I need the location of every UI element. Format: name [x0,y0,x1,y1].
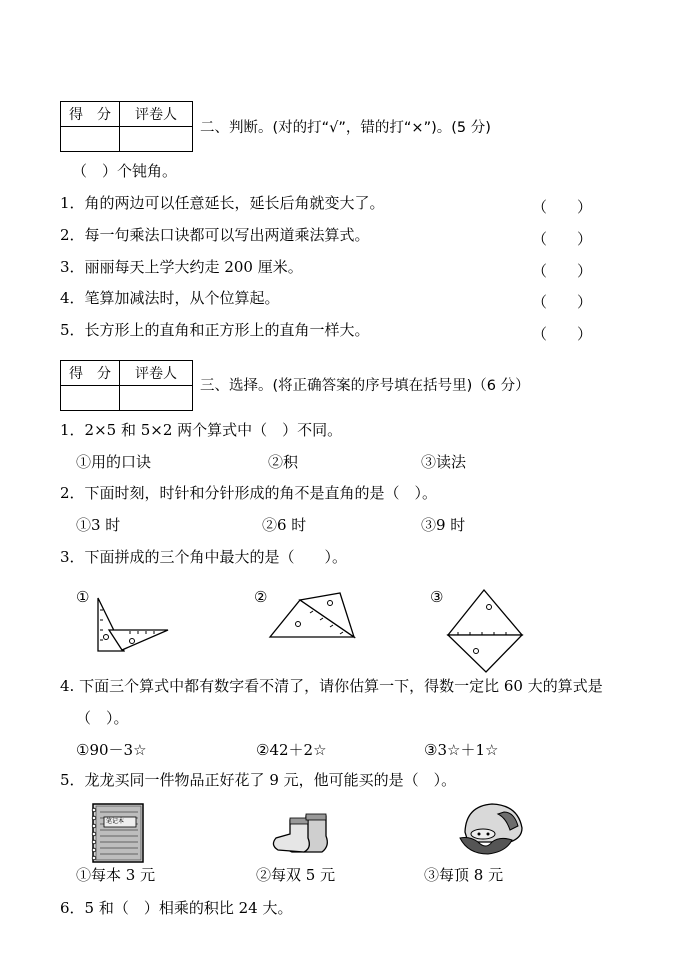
q4-option-3[interactable]: ③3☆＋1☆ [424,741,499,759]
leftover-line: （ ）个钝角。 [72,162,178,180]
choice-q1: 1．2×5 和 5×2 两个算式中（ ）不同。 [60,421,343,439]
choice-q4: 4. 下面三个算式中都有数字看不清了，请你估算一下，得数一定比 60 大的算式是 [60,677,603,695]
q1-option-2[interactable]: ②积 [268,453,299,471]
q4-option-1[interactable]: ①90－3☆ [76,741,147,759]
judge-item-4: 4．笔算加减法时，从个位算起。 [60,289,280,307]
choice-q3: 3．下面拼成的三个角中最大的是（ ）。 [60,548,348,566]
q5-option-3[interactable]: ③每顶 8 元 [424,866,504,884]
choice-q5: 5．龙龙买同一件物品正好花了 9 元，他可能买的是（ ）。 [60,771,457,789]
judge-answer-4[interactable]: （ ） [532,293,593,311]
q1-option-3[interactable]: ③读法 [421,453,467,471]
choice-q2: 2．下面时刻，时针和分针形成的角不是直角的是（ ）。 [60,484,438,502]
figure-label-2: ② [254,588,268,606]
section3-title: 三、选择。(将正确答案的序号填在括号里)（6 分） [200,378,530,394]
figure-label-3: ③ [430,588,444,606]
q5-option-1[interactable]: ①每本 3 元 [76,866,156,884]
reviewer-label: 评卷人 [120,361,193,386]
judge-answer-3[interactable]: （ ） [532,262,593,280]
score-label: 得 分 [61,102,120,127]
judge-answer-5[interactable]: （ ） [532,325,593,343]
q5-option-2[interactable]: ②每双 5 元 [256,866,336,884]
judge-item-1: 1．角的两边可以任意延长，延长后角就变大了。 [60,194,385,212]
q1-option-1[interactable]: ①用的口诀 [76,453,152,471]
section2-title: 二、判断。(对的打“√”，错的打“×”)。(5 分) [200,120,491,136]
figure-label-1: ① [76,588,90,606]
q2-option-2[interactable]: ②6 时 [262,516,307,534]
notebook-label: 笔记本 [106,818,125,825]
judge-answer-1[interactable]: （ ） [532,198,593,216]
judge-item-3: 3．丽丽每天上学大约走 200 厘米。 [60,258,303,276]
score-label: 得 分 [61,361,120,386]
judge-item-2: 2．每一句乘法口诀都可以写出两道乘法算式。 [60,226,370,244]
q2-option-3[interactable]: ③9 时 [421,516,466,534]
q4-option-2[interactable]: ②42＋2☆ [256,741,327,759]
q2-option-1[interactable]: ①3 时 [76,516,121,534]
judge-item-5: 5．长方形上的直角和正方形上的直角一样大。 [60,321,370,339]
choice-q4-paren[interactable]: （ ）。 [76,709,129,727]
judge-answer-2[interactable]: （ ） [532,230,593,248]
reviewer-label: 评卷人 [120,102,193,127]
choice-q6: 6．5 和（ ）相乘的积比 24 大。 [60,899,293,917]
